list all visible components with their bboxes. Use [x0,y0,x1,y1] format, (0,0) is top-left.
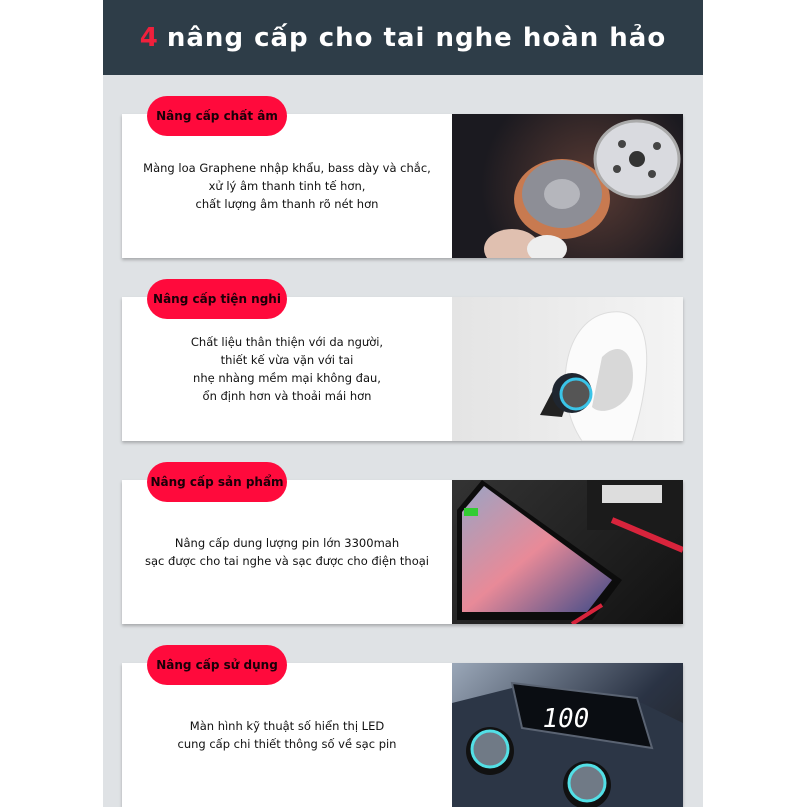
earbud-in-ear-image [452,297,683,441]
phone-charging-image [452,480,683,624]
page-title: 4 nâng cấp cho tai nghe hoàn hảo [139,22,667,53]
speaker-driver-image [452,114,683,258]
feature-description: Nâng cấp dung lượng pin lớn 3300mah sạc được cho tai nghe và sạc được cho điện thoại [145,536,429,568]
badge-sound-upgrade: Nâng cấp chất âm [147,96,287,136]
badge-product-upgrade: Nâng cấp sản phẩm [147,462,287,502]
poster [103,0,703,807]
badge-comfort-upgrade: Nâng cấp tiện nghi [147,279,287,319]
feature-description: Màn hình kỹ thuật số hiển thị LED cung cấp chi thiết thông số về sạc pin [177,719,397,751]
header-banner [103,0,703,75]
charging-case-led-image [452,663,683,807]
feature-description: Chất liệu thân thiện với da người, thiết kế vừa vặn với tai nhẹ nhàng mềm mại không đau, ổn định hơn và thoải mái hơn [190,335,384,403]
led-battery-readout: 100 [539,704,592,734]
feature-description: Màng loa Graphene nhập khẩu, bass dày và chắc, xử lý âm thanh tinh tế hơn, chất lượng âm thanh rõ nét hơn [143,161,431,211]
badge-usage-upgrade: Nâng cấp sử dụng [147,645,287,685]
